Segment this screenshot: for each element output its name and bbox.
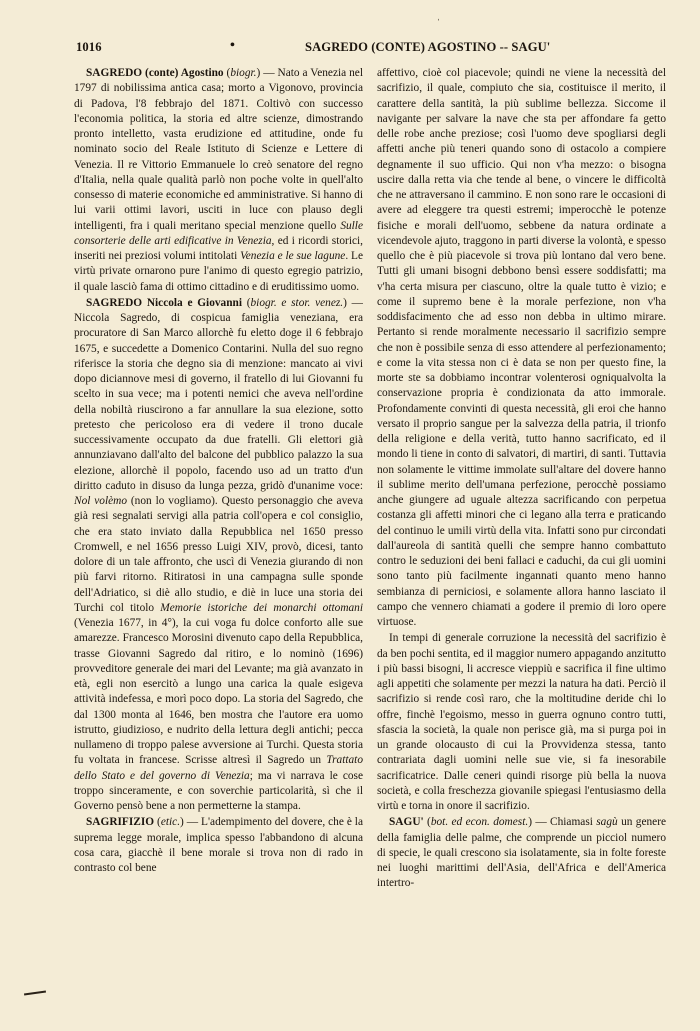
margin-mark (24, 990, 46, 995)
entry-text: . Le virtù private ornarono pure l'animo di questo egregio patrizio, il quale lasciò fama di ottimo cittadino e di eruditissimo uomo. (74, 250, 363, 293)
running-title: SAGREDO (CONTE) AGOSTINO -- SAGU' (305, 40, 551, 54)
entry-text: affettivo, cioè col piacevole; quindi ne viene la necessità del sacrifizio, il quale, compiuto che sia, costituisce il merito, il carattere della santità, la più sublime bellezza. Siccome il navigante per salvare la nave che sta per affondare fa getto delle robe anche preziose; così l'uomo deve spogliarsi degli affetti anche più teneri quando sono di ostacolo a compiere degnamente il suo ufficio. Qui non v'ha mezzo: o bisogna uscire dalla retta via che tende al bene, o vincere le difficoltà che ne attraversano il cammino. E non sono rare le occasioni di avere ad eleggere tra questi estremi; imperocchè le potenze fisiche e morali dell'uomo, sebbene da natura ordinate a vicendevole ajuto, traggono in parti diverse la volontà, e spesso quello che è più piacevole si trova più lontano dal vero bene. Tutti gli umani bisogni debbono bensì essere soddisfatti; ma v'ha certa misura per ciascuno, oltre la quale tutto è vizio; e come il supremo bene è la morale perfezione, non v'ha soddisfacimento che ad esso non debba in ultimo mirare. Pertanto si rende moralmente necessario il sacrifizio sempre che non è possibile senza di esso attendere al perfezionamento; e come la vita stessa non ci è data se non per questo fine, la morte ste sa dobbiamo incontrar volenterosi ogniqualvolta la conservazione propria è condizionata da atto immorale. Profondamente convinti di questa necessità, gli eroi che hanno versato il proprio sangue per la salvezza della patria, il trionfo della religione e della verità, tutto hanno sacrificato, ed il mondo li tiene in conto di salvatori, di martiri, di santi. Tuttavia non solamente le vittime immolate sull'altare del dovere hanno il sublime merito dell'umana perfezione, perocchè possiamo anche giungere ad uguale altezza sacrificando con perpetua costanza gli affetti minori che ci legano alla terra e praticando del continuo le umili virtù della vita. Infatti sono pur circondati dall'aureola di santità quelli che sempre hanno combattuto contro le seduzioni dei beni fallaci e caduchi, da cui gli uomini sono tanto più facilmente ingannati quanto meno hanno sembianza di perniciosi, e solamente allora hanno lasciato il campo che vennero chiamati a godere il premio di loro opere virtuose. (377, 67, 666, 628)
work-title: Memorie istoriche dei monarchi ottomani (160, 601, 363, 614)
entry-headword: SAGREDO (conte) Agostino (86, 67, 224, 79)
entry-text: (Venezia 1677, in 4°), la cui voga fu dolce conforto alle sue amarezze. Francesco Morosini divenuto capo della Repubblica, trasse Giovanni Sagredo dal ritiro, e lo nominò (1696) provveditore generale dei mari del Levante; ma già avanzato in età, egli non esercitò a lungo una carica la quale esigeva attività indefessa, e morì poco dopo. La storia del Sagredo, che dal 1300 monta al 1646, ben mostra che l'autore era uomo istrutto, giudizioso, e nudrito della lettura degli antichi; pecca nullameno di troppo palese avversione ai Turchi. Questa storia fu voltata in francese. Scrisse altresì il Sagredo un (74, 617, 363, 767)
entry-sagrifizio-paragraph-2 (377, 631, 666, 814)
running-header (62, 36, 667, 58)
entry-category: bot. ed econ. domest. (430, 816, 529, 829)
entry-text: — Niccola Sagredo, di cospicua famiglia veneziana, era procuratore di San Marco allorchè fu eletto doge il 6 febbrajo 1675, e succedette a Domenico Contarini. Nulla del suo regno riferisce la storia che degno sia di menzione: mancato ai vivi dopo diciannove mesi di governo, il fratello di lui Giovanni fu scelto in sua vece; ma i potenti nemici che aveva nell'ordine della nobiltà riuscirono a far annullare la sua elezione, sotto pretesto che pericoloso era di vedere il trono ducale successivamente occupato da due fratelli. Gli elettori già annunziavano dall'alto del balcone del pubblico palazzo la sua elezione, allorchè il popolo, facendo uso ad un tratto d'un diritto caduto in disuso da lunga pezza, gridò d'unanime voce: (74, 296, 363, 492)
right-column (377, 66, 666, 996)
entry-sagredo-agostino: SAGREDO (conte) Agostino (biogr.) — Nato a Venezia nel 1797 di nobilissima antica casa; morto a Vigonovo, provincia di Padova, l'8 febbrajo del 1871. Coltivò con successo l'economia politica, la storia ed altre scienze, dimostrando pronto intelletto, vasta erudizione ed attitudine, onde fu nominato socio del Reale Istituto di Scienze e Lettere di Venezia. Il re Vittorio Emmanuele lo creò senatore del regno d'Italia, nella quale qualità parlò non poche volte in quell'alto consesso di materie economiche ed amministrative. Si hanno di lui varii ottimi lavori, usciti in luce con plauso degli intelligenti, fra i quali meritano special menzione quello Sulle consorterie delle arti edificative in Venezia, ed i ricordi storici, inseriti nei preziosi volumi intitolati Venezia e le sue lagune. Le virtù private ornarono pure l'animo di questo egregio patrizio, il quale lasciò fama di ottimo cittadino e di eruditissimo uomo. (74, 67, 363, 293)
entry-category: biogr. e stor. venez. (250, 296, 344, 309)
header-separator: • (230, 38, 236, 53)
entry-category: biogr. (230, 67, 257, 79)
entry-sagrifizio: SAGRIFIZIO (etic.) — L'adempimento del dovere, che è la suprema legge morale, implica spesso l'abbandono di alcuna cosa cara, giacchè il bene morale si trova non di rado in contrasto col bene (74, 816, 363, 874)
work-title: Venezia e le sue lagune (240, 250, 346, 262)
entry-sagrifizio-continued (377, 66, 666, 630)
entry-text: , ed i ricordi storici, inseriti nei preziosi volumi intitolati (74, 234, 363, 262)
entry-category: etic. (160, 816, 181, 829)
entry-headword: SAGRIFIZIO (86, 816, 155, 829)
entry-text: ; ma vi narrava le cose troppo sinceramente, e con soverchie particolarità, sì che il Governo pensò bene a non permetterne la stampa. (74, 769, 363, 812)
entry-sagredo-niccola: SAGREDO Niccola e Giovanni (biogr. e stor. venez.) — Niccola Sagredo, di cospicua famiglia veneziana, era procuratore di San Marco allorchè fu eletto doge il 6 febbrajo 1675, e succedette a Domenico Contarini. Nulla del suo regno riferisce la storia che degno sia di menzione: mancato ai vivi dopo diciannove mesi di governo, il fratello di lui Giovanni fu scelto in sua vece; ma i potenti nemici che aveva nell'ordine della nobiltà riuscirono a far annullare la sua elezione, sotto pretesto che pericoloso era di vedere il trono ducale successivamente occupato da due fratelli. Gli elettori già annunziavano dall'alto del balcone del pubblico palazzo la sua elezione, allorchè il popolo, facendo uso ad un tratto d'un diritto caduto in disuso da lunga pezza, gridò d'unanime voce: Nol volèmo (non lo vogliamo). Questo personaggio che aveva già resi segnalati servigi alla patria coll'opera e col consiglio, che era stato inviato dalla Repubblica nel 1650 presso Cromwell, e nel 1656 presso Luigi XIV, provò, dicesi, tanto dolore di un tale affronto, che uscì di Venezia giurando di non più farvi ritorno. Ritiratosi in una campagna sulle sponde dell'Adriatico, si diè allo studio, e diè in luce una storia dei Turchi col titolo Memorie istoriche dei monarchi ottomani (Venezia 1677, in 4°), la cui voga fu dolce conforto alle sue amarezze. Francesco Morosini divenuto capo della Repubblica, trasse Giovanni Sagredo dal ritiro, e lo nominò (1696) provveditore generale dei mari del Levante; ma già avanzato in età, egli non esercitò a lungo una carica la quale esigeva attività indefessa, e morì poco dopo. La storia del Sagredo, che dal 1300 monta al 1646, ben mostra che l'autore era uomo istrutto, giudizioso, e nudrito della lettura degli antichi; pecca nullameno di troppo palese avversione ai Turchi. Questa storia fu voltata in francese. Scrisse altresì il Sagredo un Trattato dello Stato e del governo di Venezia; ma vi narrava le cose troppo sinceramente, e con soverchie particolarità, sì che il Governo pensò bene a non permetterne la stampa. (74, 296, 363, 812)
entry-text: — Chiamasi (531, 816, 597, 829)
entry-text: un genere della famiglia delle palme, che comprende un picciol numero di specie, le quali crescono sia isolatamente, sia in folte foreste nei luoghi marittimi dell'Asia, dell'Africa e dell'America intertro- (377, 816, 666, 890)
page-number: 1016 (76, 40, 102, 54)
text-columns (74, 66, 670, 996)
entry-text: In tempi di generale corruzione la necessità del sacrifizio è da ben pochi sentita, ed il maggior numero appagando anzitutto i più bassi bisogni, li accresce vieppiù e sacrifica il fine ultimo agli appetiti che solamente per mezzi la natura ha dati. Perciò il sacrifizio si rende così raro, che la moltitudine deride chi lo offre, finchè l'egoismo, messo in guerra ognuno contro tutti, sfascia la società, la quale non perisce già, ma si purga poi in un grande olocausto di cui la Provvidenza stessa, tanto contrariata dagli uomini nelle sue vie, si fa inesorabile sacrificatrice. Dalle ceneri quindi risorge più bella la nuova società, e colla freschezza giovanile spiegasi l'entusiasmo della virtù e torna in onore il sacrifizio. (377, 632, 666, 812)
entry-headword: SAGREDO Niccola e Giovanni (86, 296, 242, 309)
work-title: Trattato dello Stato e del governo di Venezia (74, 754, 363, 782)
left-column (74, 66, 363, 996)
term: sagù (596, 816, 618, 829)
entry-text: — Nato a Venezia nel 1797 di nobilissima antica casa; morto a Vigonovo, provincia di Padova, l'8 febbrajo del 1871. Coltivò con successo l'economia politica, la storia ed altre scienze, dimostrando pronto intelletto, vasta erudizione ed attitudine, onde fu nominato socio del Reale Istituto di Scienze e Lettere di Venezia. Il re Vittorio Emmanuele lo creò senatore del regno d'Italia, nella quale qualità parlò non poche volte in quell'alto consesso di materie economiche ed amministrative. Si hanno di lui varii ottimi lavori, usciti in luce con plauso degli intelligenti, fra i quali meritano special menzione quello (74, 67, 363, 232)
work-title: Sulle consorterie delle arti edificative in Venezia (74, 219, 363, 247)
print-mark: ˈ (437, 18, 441, 29)
entry-text: (non lo vogliamo). Questo personaggio che aveva già resi segnalati servigi alla patria coll'opera e col consiglio, che era stato inviato dalla Repubblica nel 1650 presso Cromwell, e nel 1656 presso Luigi XIV, provò, dicesi, tanto dolore di un tale affronto, che uscì di Venezia giurando di non più farvi ritorno. Ritiratosi in una campagna sulle sponde dell'Adriatico, si diè allo studio, e diè in luce una storia dei Turchi col titolo (74, 495, 363, 614)
entry-headword: SAGU' (389, 816, 424, 829)
entry-text: — L'adempimento del dovere, che è la suprema legge morale, implica spesso l'abbandono di alcuna cosa cara, giacchè il bene morale si trova non di rado in contrasto col bene (74, 816, 363, 874)
quoted-phrase: Nol volèmo (74, 495, 128, 507)
entry-sagu: SAGU' (bot. ed econ. domest.) — Chiamasi sagù un genere della famiglia delle palme, che comprende un picciol numero di specie, le quali crescono sia isolatamente, sia in folte foreste nei luoghi marittimi dell'Asia, dell'Africa e dell'America intertro- (377, 816, 666, 890)
